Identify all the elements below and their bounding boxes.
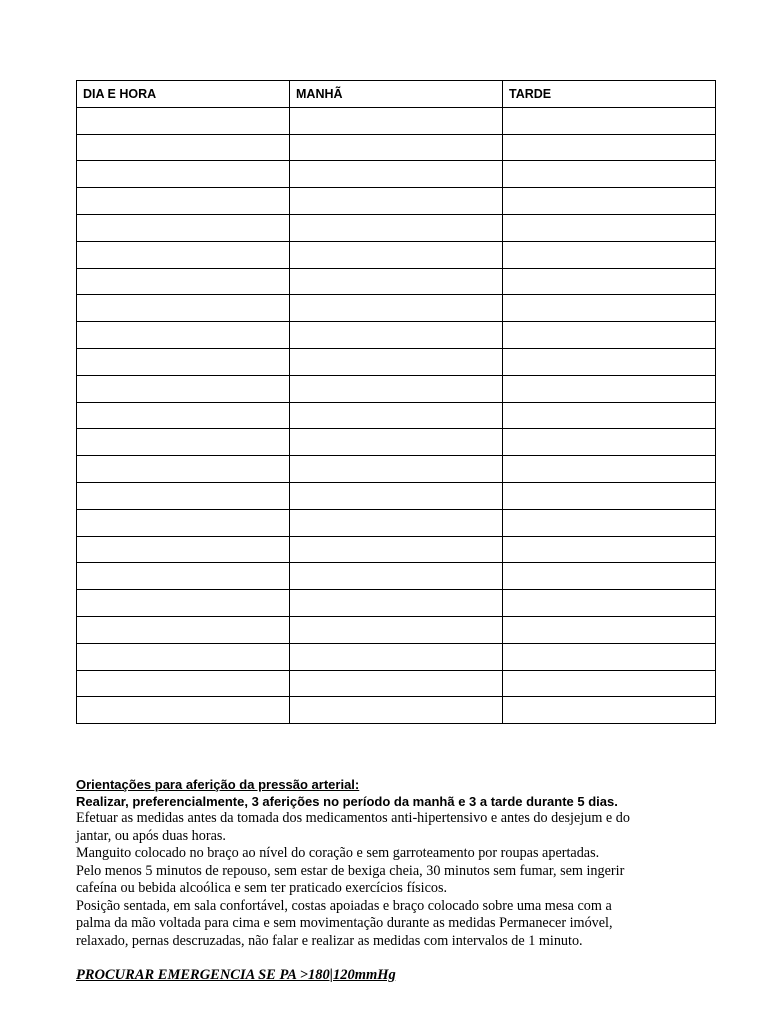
cell-manha[interactable] [290,429,503,456]
cell-tarde[interactable] [503,375,716,402]
table-row [77,268,716,295]
cell-tarde[interactable] [503,590,716,617]
table-row [77,322,716,349]
cell-dia-e-hora[interactable] [77,402,290,429]
instruction-line: jantar, ou após duas horas. [76,827,226,844]
header-tarde: TARDE [503,81,716,108]
cell-manha[interactable] [290,643,503,670]
cell-manha[interactable] [290,134,503,161]
table-row [77,188,716,215]
table-row [77,375,716,402]
cell-manha[interactable] [290,482,503,509]
cell-tarde[interactable] [503,616,716,643]
cell-dia-e-hora[interactable] [77,482,290,509]
table-row [77,643,716,670]
cell-dia-e-hora[interactable] [77,268,290,295]
cell-dia-e-hora[interactable] [77,241,290,268]
cell-tarde[interactable] [503,348,716,375]
cell-tarde[interactable] [503,134,716,161]
cell-tarde[interactable] [503,268,716,295]
table-row [77,348,716,375]
instruction-line: Manguito colocado no braço ao nível do coração e sem garroteamento por roupas apertadas. [76,845,600,861]
cell-dia-e-hora[interactable] [77,188,290,215]
table-row [77,214,716,241]
table-row [77,536,716,563]
blood-pressure-log-table [76,80,716,724]
emergency-warning: PROCURAR EMERGENCIA SE PA >180|120mmHg [76,967,396,983]
cell-manha[interactable] [290,214,503,241]
cell-manha[interactable] [290,697,503,724]
cell-tarde[interactable] [503,643,716,670]
table-row [77,670,716,697]
instruction-line: Efetuar as medidas antes da tomada dos medicamentos anti-hipertensivo e antes do desjejum e do [76,810,630,826]
cell-manha[interactable] [290,590,503,617]
table-row [77,456,716,483]
table-row [77,402,716,429]
cell-manha[interactable] [290,348,503,375]
cell-manha[interactable] [290,563,503,590]
cell-manha[interactable] [290,456,503,483]
instruction-line: palma da mão voltada para cima e sem movimentação durante as medidas Permanecer imóvel, [76,915,613,931]
cell-dia-e-hora[interactable] [77,643,290,670]
cell-dia-e-hora[interactable] [77,348,290,375]
cell-manha[interactable] [290,536,503,563]
cell-dia-e-hora[interactable] [77,456,290,483]
cell-manha[interactable] [290,509,503,536]
cell-manha[interactable] [290,670,503,697]
cell-dia-e-hora[interactable] [77,214,290,241]
cell-dia-e-hora[interactable] [77,429,290,456]
cell-dia-e-hora[interactable] [77,509,290,536]
cell-manha[interactable] [290,375,503,402]
cell-tarde[interactable] [503,214,716,241]
instruction-line: Pelo menos 5 minutos de repouso, sem estar de bexiga cheia, 30 minutos sem fumar, sem ingerir [76,862,625,879]
table-row [77,295,716,322]
cell-dia-e-hora[interactable] [77,616,290,643]
cell-tarde[interactable] [503,536,716,563]
cell-tarde[interactable] [503,402,716,429]
cell-tarde[interactable] [503,509,716,536]
cell-tarde[interactable] [503,161,716,188]
table-row [77,161,716,188]
instruction-line: relaxado, pernas descruzadas, não falar e realizar as medidas com intervalos de 1 minuto. [76,932,583,949]
instructions-bold-line: Realizar, preferencialmente, 3 aferições no período da manhã e 3 a tarde durante 5 dias. [76,794,618,809]
cell-dia-e-hora[interactable] [77,563,290,590]
instruction-line: cafeína ou bebida alcoólica e sem ter praticado exercícios físicos. [76,880,448,896]
cell-manha[interactable] [290,161,503,188]
table-row [77,590,716,617]
cell-dia-e-hora[interactable] [77,295,290,322]
cell-dia-e-hora[interactable] [77,161,290,188]
table-header-row [77,81,716,108]
cell-manha[interactable] [290,295,503,322]
table-row [77,482,716,509]
cell-tarde[interactable] [503,107,716,134]
table-row [77,509,716,536]
cell-tarde[interactable] [503,429,716,456]
instructions-section [76,776,716,950]
cell-manha[interactable] [290,616,503,643]
table-row [77,616,716,643]
cell-tarde[interactable] [503,670,716,697]
cell-dia-e-hora[interactable] [77,134,290,161]
cell-tarde[interactable] [503,322,716,349]
table-row [77,697,716,724]
table-row [77,134,716,161]
cell-manha[interactable] [290,268,503,295]
cell-tarde[interactable] [503,241,716,268]
cell-tarde[interactable] [503,456,716,483]
header-dia-e-hora: DIA E HORA [77,81,290,108]
header-manha: MANHÃ [290,81,503,108]
cell-tarde[interactable] [503,482,716,509]
cell-manha[interactable] [290,188,503,215]
cell-dia-e-hora[interactable] [77,107,290,134]
instruction-line: Posição sentada, em sala confortável, costas apoiadas e braço colocado sobre uma mesa com a [76,897,612,914]
table-row [77,241,716,268]
cell-dia-e-hora[interactable] [77,322,290,349]
cell-tarde[interactable] [503,563,716,590]
table-body [77,107,716,723]
cell-manha[interactable] [290,322,503,349]
table-row [77,429,716,456]
cell-dia-e-hora[interactable] [77,590,290,617]
cell-manha[interactable] [290,107,503,134]
instructions-title: Orientações para aferição da pressão arterial: [76,777,360,792]
cell-tarde[interactable] [503,188,716,215]
cell-tarde[interactable] [503,697,716,724]
table-row [77,107,716,134]
table-row [77,563,716,590]
cell-dia-e-hora[interactable] [77,697,290,724]
cell-dia-e-hora[interactable] [77,536,290,563]
cell-manha[interactable] [290,241,503,268]
cell-tarde[interactable] [503,295,716,322]
cell-dia-e-hora[interactable] [77,670,290,697]
cell-dia-e-hora[interactable] [77,375,290,402]
cell-manha[interactable] [290,402,503,429]
